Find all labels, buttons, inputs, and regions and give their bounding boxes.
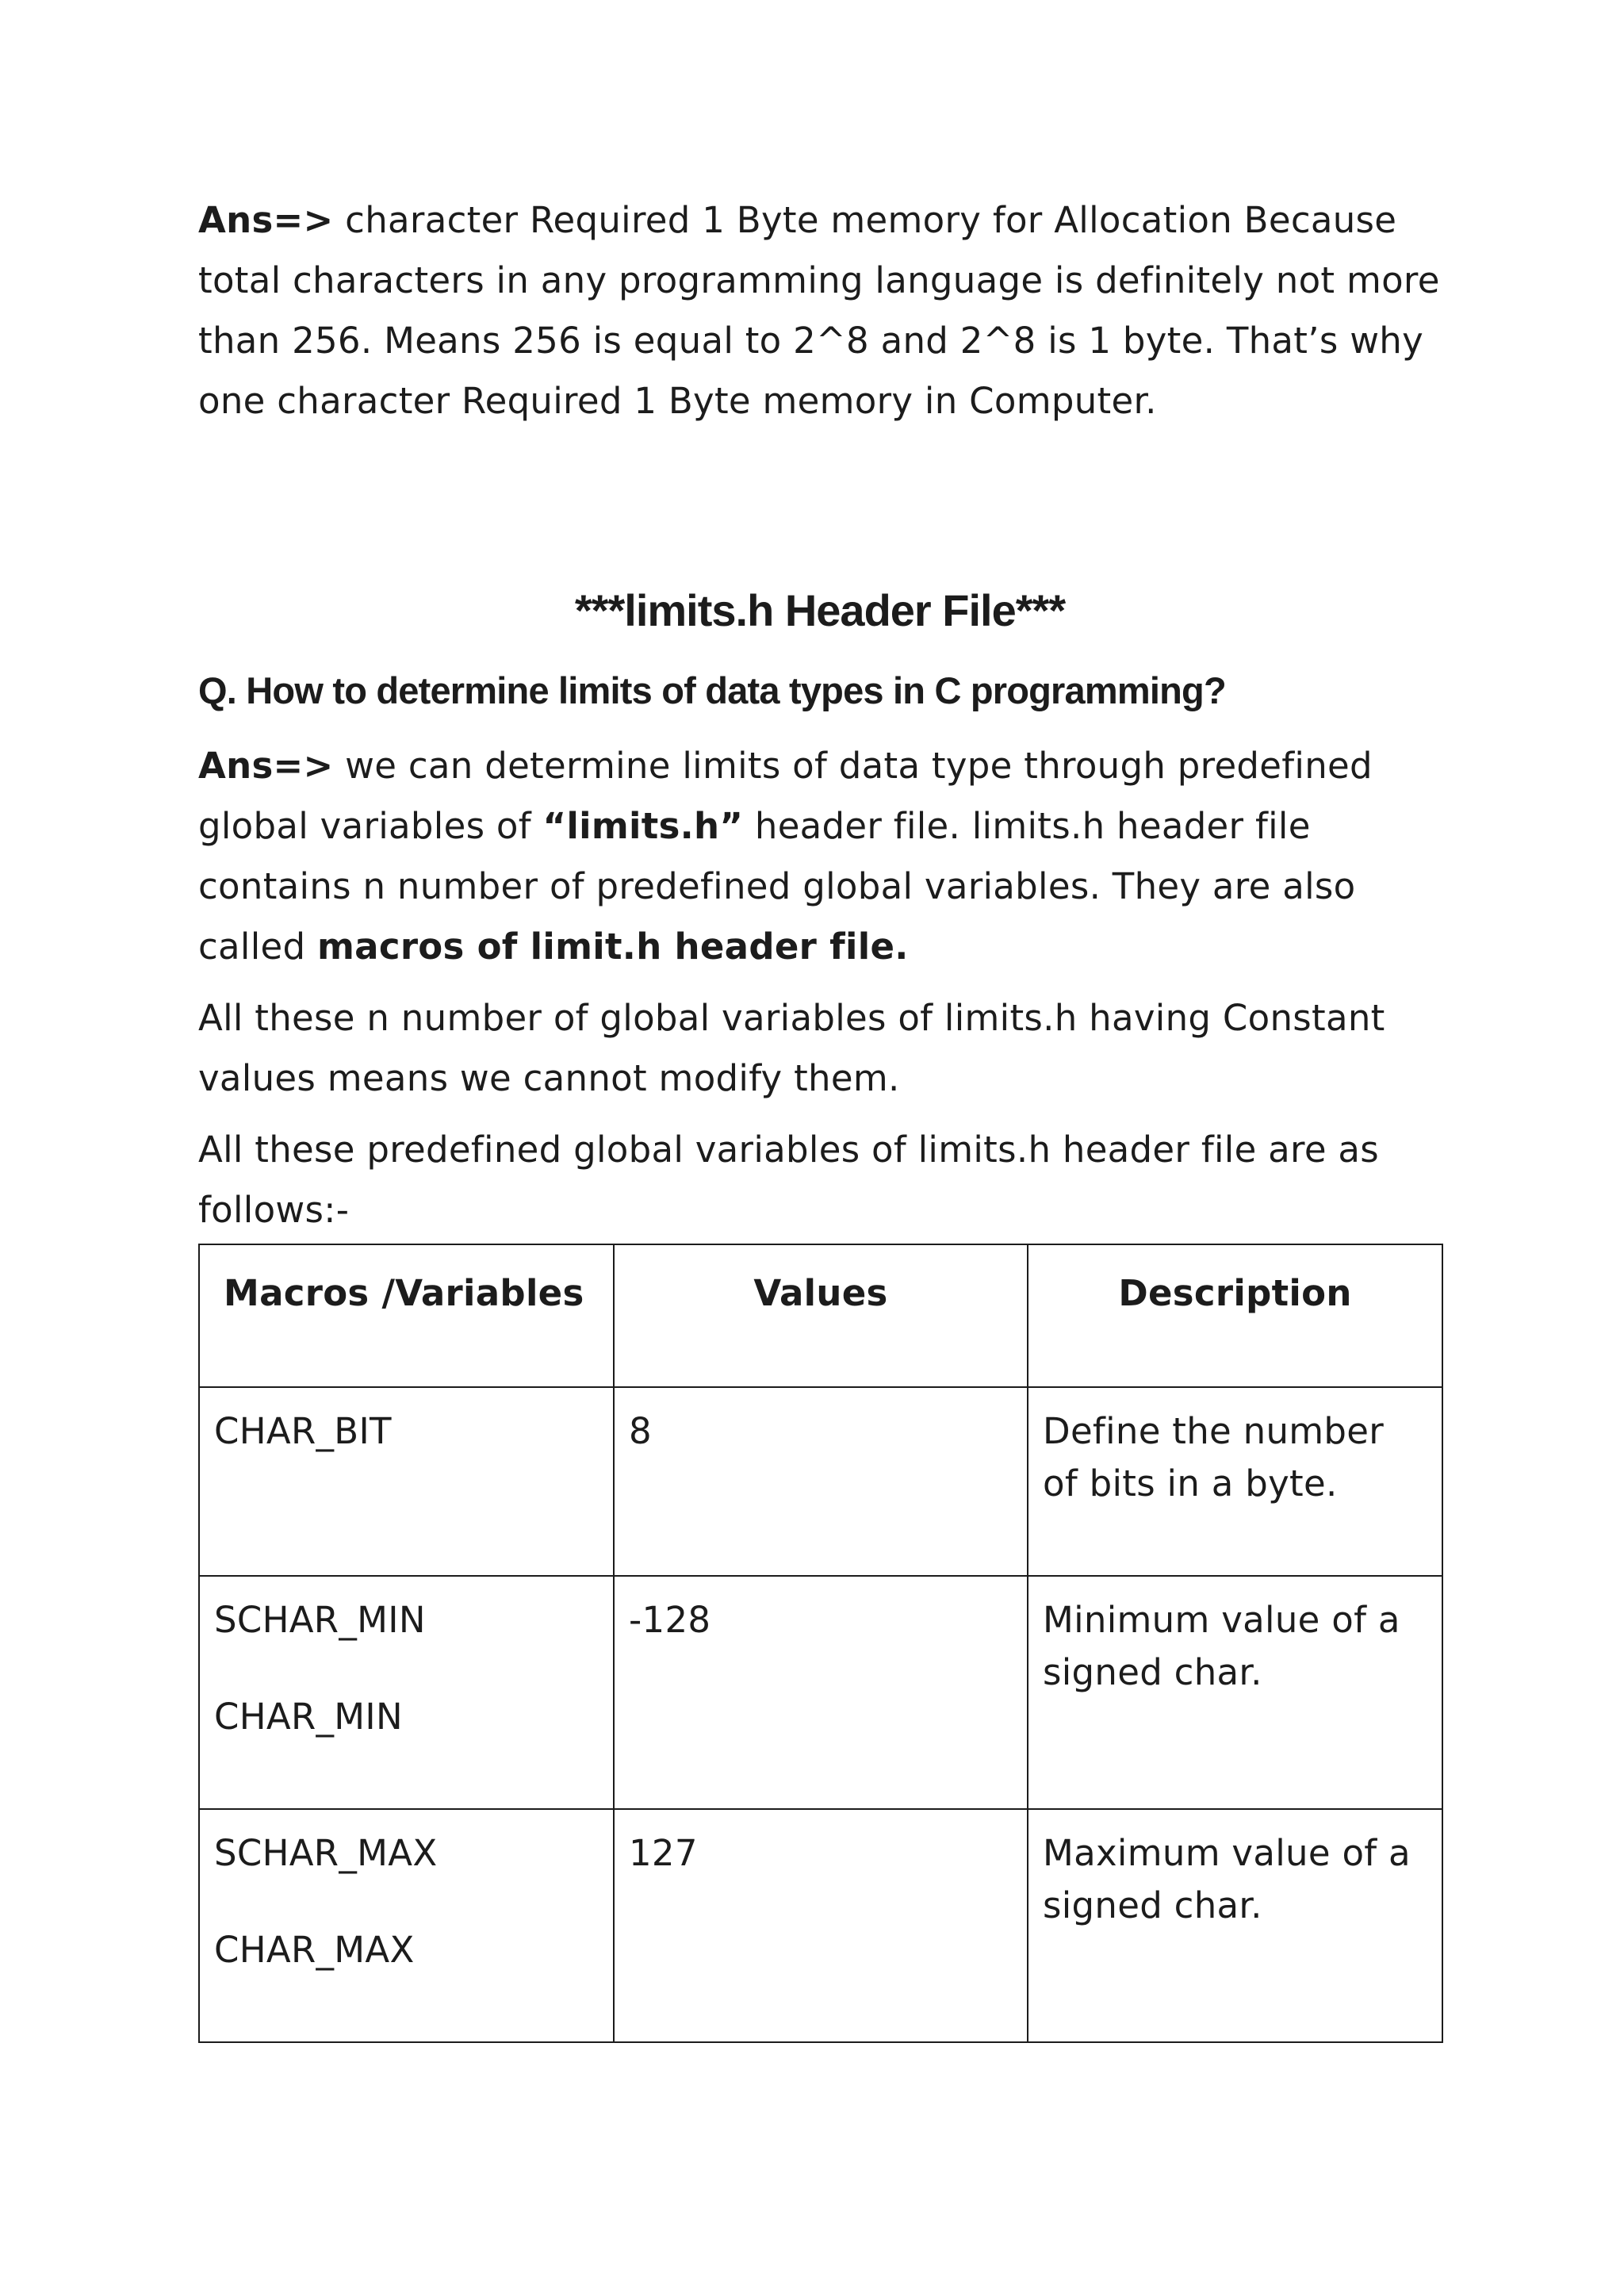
limits-table <box>198 1244 1443 2043</box>
macro-name: SCHAR_MAX <box>214 1832 438 1874</box>
header-description: Description <box>1028 1244 1442 1387</box>
macro-cell <box>199 1809 614 2042</box>
description-cell: Minimum value of a signed char. <box>1028 1576 1442 1809</box>
header-values: Values <box>614 1244 1028 1387</box>
answer-paragraph <box>198 736 1447 977</box>
table-row <box>199 1576 1442 1809</box>
value-cell: -128 <box>614 1576 1028 1809</box>
macro-name: SCHAR_MIN <box>214 1599 426 1641</box>
description-cell: Define the number of bits in a byte. <box>1028 1387 1442 1576</box>
answer-text-part1: we can determine limits of data type through predefined global variables of <box>198 745 1373 847</box>
document-page <box>198 190 1447 1971</box>
header-macros: Macros /Variables <box>199 1244 614 1387</box>
answer-bold-macros: macros of limit.h header file. <box>316 926 909 968</box>
macro-cell <box>199 1387 614 1576</box>
intro-answer-paragraph <box>198 190 1447 431</box>
constant-values-paragraph: All these n number of global variables of limits.h having Constant values means we cannot modify them. <box>198 997 1385 1099</box>
macro-name: CHAR_MIN <box>214 1696 403 1738</box>
table-header-row <box>199 1244 1442 1387</box>
answer-block <box>198 736 1447 1240</box>
table-row <box>199 1809 1442 2042</box>
value-cell: 127 <box>614 1809 1028 2042</box>
macro-name: CHAR_BIT <box>214 1410 392 1452</box>
answer-text: character Required 1 Byte memory for Allocation Because total characters in any programming language is definitely not more than 256. Means 256 is equal to 2^8 and 2^8 is 1 byte. That’s why one character Required 1 Byte memory in Computer. <box>198 199 1440 422</box>
answer-bold-limits-h: “limits.h” <box>542 805 744 847</box>
table-row <box>199 1387 1442 1576</box>
section-title: ***limits.h Header File*** <box>574 585 1066 635</box>
macro-name: CHAR_MAX <box>214 1929 415 1971</box>
macro-cell <box>199 1576 614 1809</box>
value-cell: 8 <box>614 1387 1028 1576</box>
answer-text-part2: header file. limits.h header file contains n number of predefined global variables. They are also called <box>198 805 1356 968</box>
answer-label: Ans=> <box>198 199 334 241</box>
question-heading: Q. How to determine limits of data types in C programming? <box>198 669 1226 711</box>
list-intro-paragraph: All these predefined global variables of limits.h header file are as follows:- <box>198 1129 1380 1231</box>
description-cell: Maximum value of a signed char. <box>1028 1809 1442 2042</box>
answer-label: Ans=> <box>198 745 334 787</box>
